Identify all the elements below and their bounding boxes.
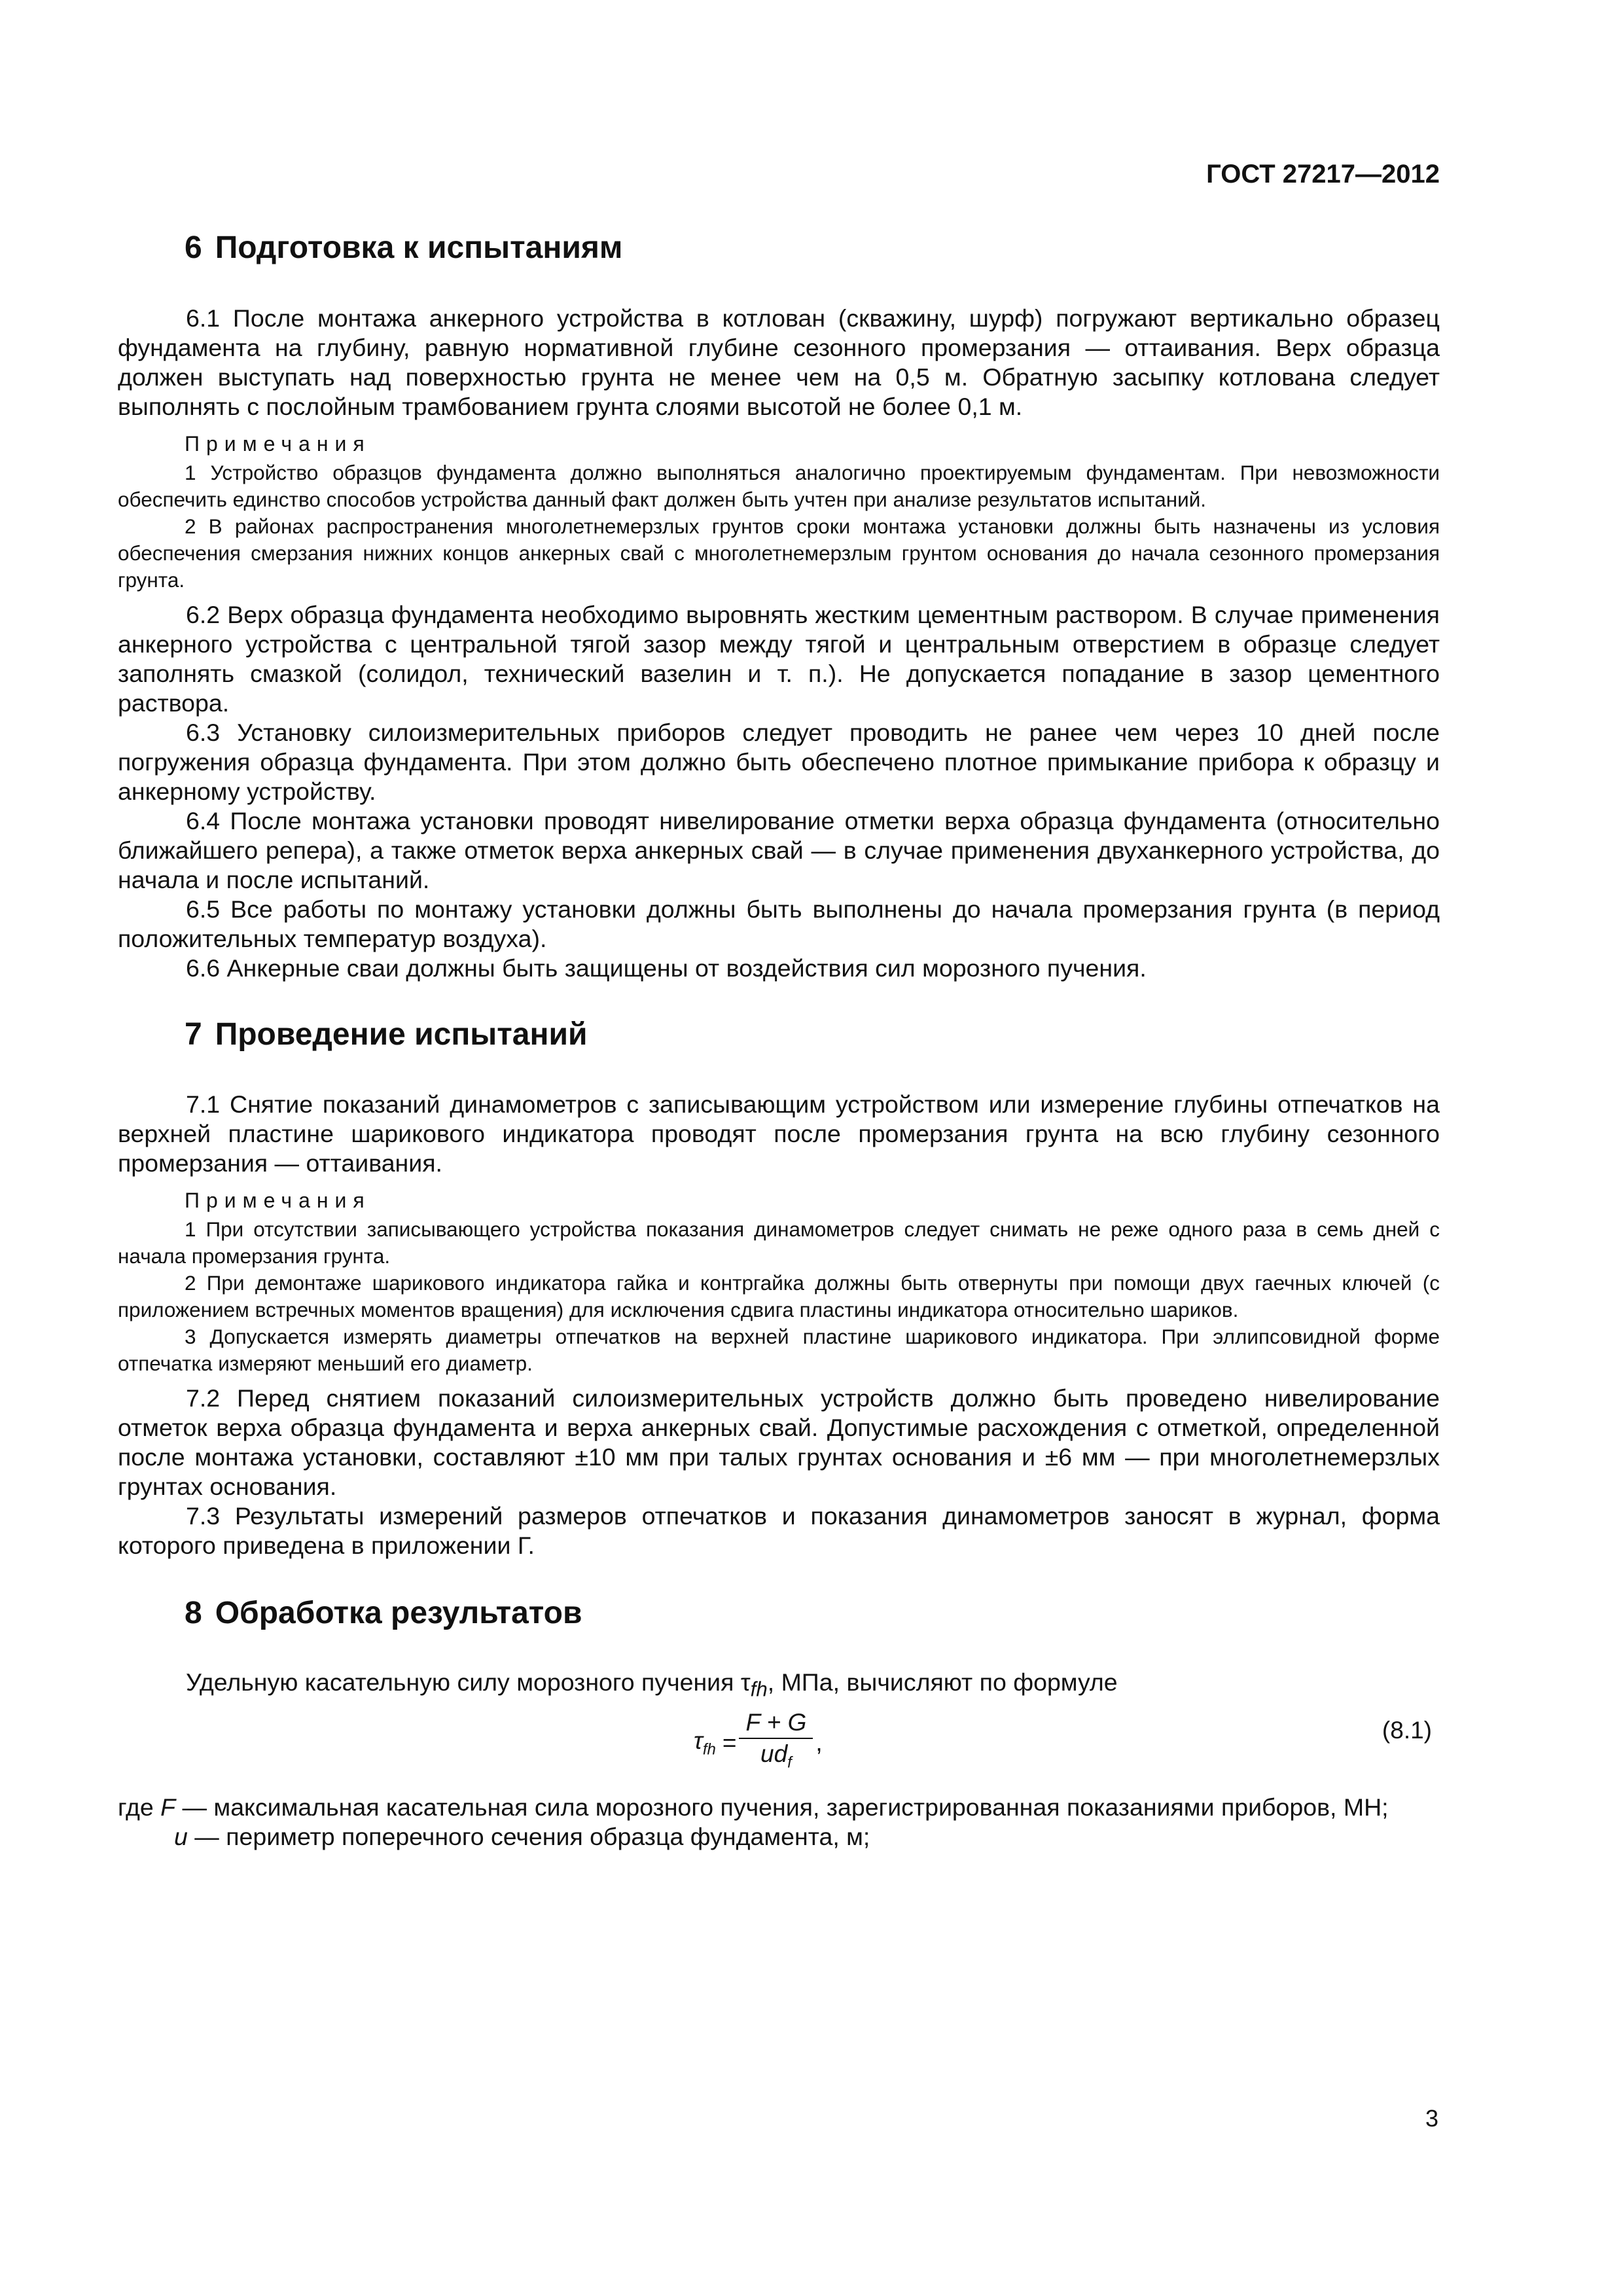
- numerator: F + G: [745, 1709, 807, 1736]
- definition-u: [118, 1822, 1440, 1852]
- intro-text-end: , МПа, вычисляют по формуле: [767, 1668, 1118, 1696]
- paragraph-7-2: 7.2 Перед снятием показаний силоизмерительных устройств должно быть проведено нивелирование отметок верха образца фундамента и верха анкерных свай. Допустимые расхождения с отметкой, определенной после монтажа установки, составляют ±10 мм при талых грунтах основания и ±6 мм — при многолетнемерзлых грунтах основания.: [118, 1384, 1440, 1501]
- note-7-3: 3 Допускается измерять диаметры отпечатков на верхней пластине шарикового индикатора. При эллипсовидной форме отпечатка измеряют меньший его диаметр.: [118, 1325, 1440, 1376]
- intro-subscript: fh: [750, 1677, 768, 1701]
- note-6-2: 2 В районах распространения многолетнемерзлых грунтов сроки монтажа установки должны быть назначены из условия обеспечения смерзания нижних концов анкерных свай с многолетнемерзлым грунтом основания до начала сезонного промерзания грунта.: [118, 514, 1440, 592]
- variable-definitions: [118, 1793, 1440, 1852]
- paragraph-6-6: 6.6 Анкерные сваи должны быть защищены от воздействия сил морозного пучения.: [186, 954, 1147, 982]
- page-number: 3: [1425, 2105, 1438, 2132]
- standard-header: ГОСТ 27217—2012: [1206, 160, 1440, 188]
- definition-term: [118, 1793, 183, 1822]
- denominator: [754, 1739, 798, 1778]
- spacer: [118, 594, 1440, 600]
- formula-8-1: [694, 1708, 823, 1778]
- document-body: [118, 223, 1440, 1852]
- formula-row: [118, 1708, 1440, 1780]
- section-title: Подготовка к испытаниям: [215, 230, 623, 265]
- where-word: где: [118, 1793, 154, 1821]
- formula-intro: [118, 1668, 1440, 1704]
- fraction: [739, 1708, 813, 1778]
- definition-text: — максимальная касательная сила морозного пучения, зарегистрированная показаниями приборов, МН;: [182, 1793, 1389, 1821]
- equals-sign: =: [722, 1729, 737, 1756]
- spacer: [118, 1377, 1440, 1384]
- definition-F: [118, 1793, 1440, 1822]
- notes-heading: Примечания: [185, 431, 371, 456]
- notes-heading: Примечания: [185, 1189, 371, 1213]
- denominator-subscript: f: [787, 1753, 792, 1772]
- paragraph-6-3: 6.3 Установку силоизмерительных приборов следует проводить не ранее чем через 10 дней после погружения образца фундамента. При этом должно быть обеспечено плотное примыкание прибора к образцу и анкерному устройству.: [118, 718, 1440, 805]
- paragraph-6-4: 6.4 После монтажа установки проводят нивелирование отметки верха образца фундамента (относительно ближайшего репера), а также отметок верха анкерных свай — в случае применения двуханкерного устройства, до начала и после испытаний.: [118, 806, 1440, 893]
- equation-number: (8.1): [1382, 1717, 1432, 1744]
- section-number: 8: [185, 1596, 202, 1631]
- definition-text: — периметр поперечного сечения образца фундамента, м;: [194, 1823, 870, 1851]
- paragraph-6-1: 6.1 После монтажа анкерного устройства в котлован (скважину, шурф) погружают вертикально образец фундамента на глубину, равную нормативной глубине сезонного промерзания — оттаивания. Верх образца должен выступать над поверхностью грунта не менее чем на 0,5 м. Обратную засыпку котлована следует выполнять с послойным трамбованием грунта слоями высотой не более 0,1 м.: [118, 304, 1440, 420]
- formula-lhs: [694, 1727, 716, 1759]
- section-6-heading: [118, 229, 1440, 267]
- section-7-heading: [118, 1016, 1440, 1054]
- note-6-1: 1 Устройство образцов фундамента должно выполняться аналогично проектируемым фундаментам. При невозможности обеспечить единство способов устройства данный факт должен быть учтен при анализе результатов испытаний.: [118, 460, 1440, 511]
- section-title: Обработка результатов: [215, 1596, 582, 1631]
- symbol-F: F: [160, 1793, 176, 1821]
- section-number: 7: [185, 1016, 202, 1052]
- paragraph-6-2: 6.2 Верх образца фундамента необходимо выровнять жестким цементным раствором. В случае применения анкерного устройства с центральной тягой зазор между тягой и центральным отверстием в образце следует заполнять смазкой (солидол, технический вазелин и т. п.). Не допускается попадание в зазор цементного раствора.: [118, 600, 1440, 717]
- paragraph-7-1: 7.1 Снятие показаний динамометров с записывающим устройством или измерение глубины отпечатков на верхней пластине шарикового индикатора проводят после промерзания грунта на всю глубину сезонного промерзания — оттаивания.: [118, 1090, 1440, 1177]
- symbol-u: u: [174, 1823, 188, 1851]
- tau-subscript: fh: [702, 1740, 716, 1759]
- section-8-heading: [118, 1594, 1440, 1632]
- tau-symbol: τ: [694, 1727, 703, 1754]
- note-7-1: 1 При отсутствии записывающего устройства показания динамометров следует снимать не реже одного раза в семь дней с начала промерзания грунта.: [118, 1217, 1440, 1268]
- section-title: Проведение испытаний: [215, 1016, 588, 1052]
- note-7-2: 2 При демонтаже шарикового индикатора гайка и контргайка должны быть отвернуты при помощи двух гаечных ключей (с приложением встречных моментов вращения) для исключения сдвига пластины индикатора относительно шариков.: [118, 1271, 1440, 1322]
- section-number: 6: [185, 230, 202, 265]
- denominator-text: ud: [760, 1740, 788, 1768]
- paragraph-7-3: 7.3 Результаты измерений размеров отпечатков и показания динамометров заносят в журнал, форма которого приведена в приложении Г.: [118, 1502, 1440, 1560]
- definition-term: [174, 1822, 194, 1852]
- intro-text: Удельную касательную силу морозного пучения τ: [186, 1668, 751, 1696]
- paragraph-6-5: 6.5 Все работы по монтажу установки должны быть выполнены до начала промерзания грунта (в период положительных температур воздуха).: [118, 895, 1440, 952]
- formula-comma: ,: [815, 1729, 823, 1756]
